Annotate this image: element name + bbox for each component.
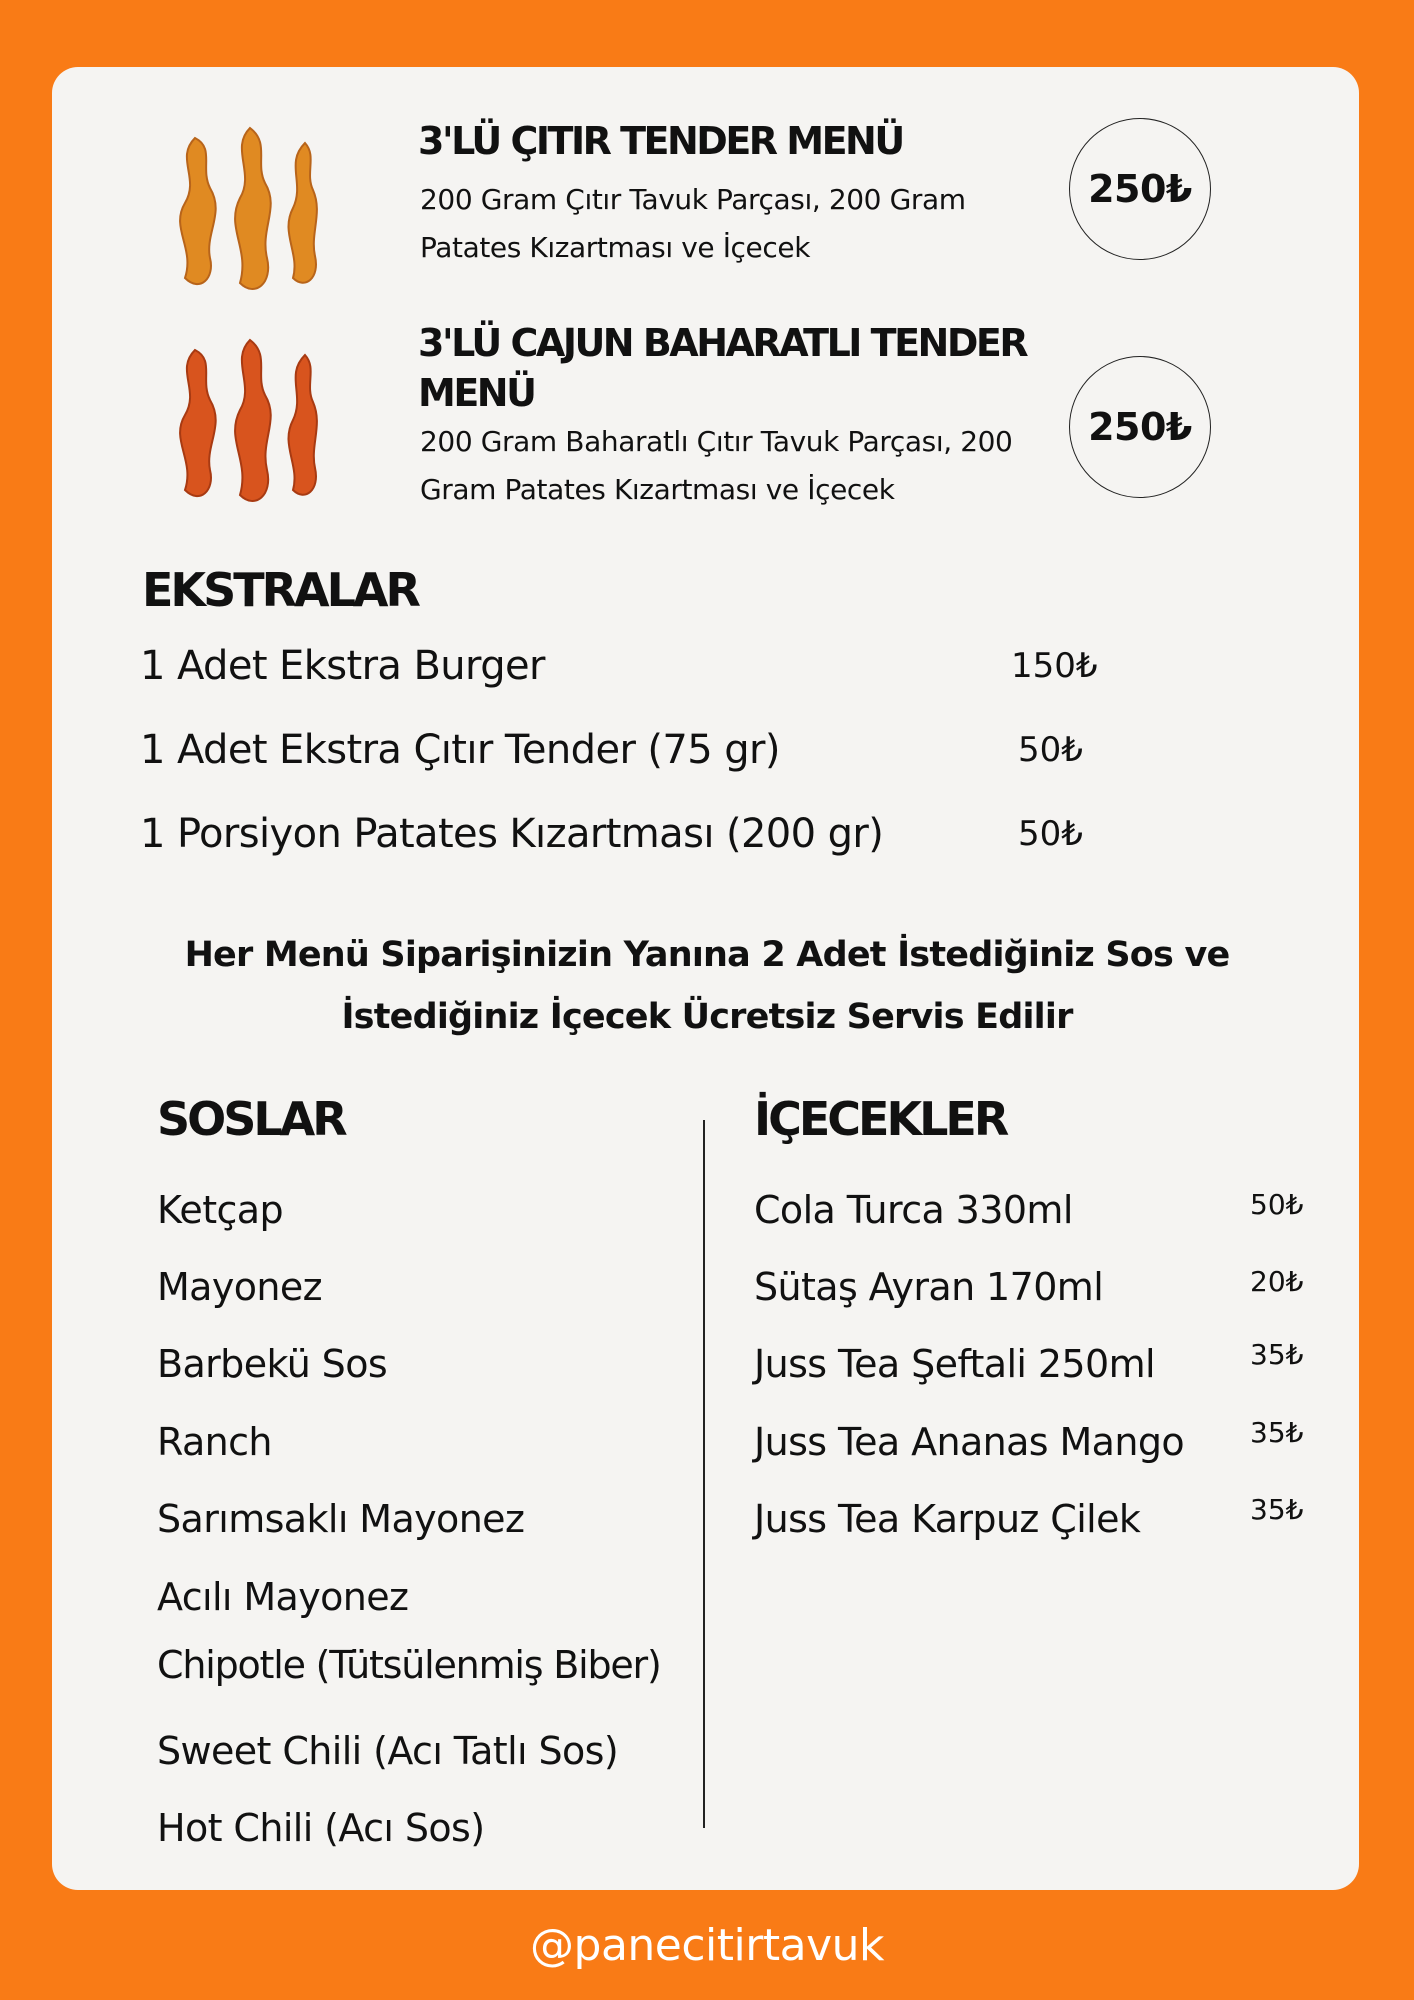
sauces-heading: SOSLAR	[157, 1092, 345, 1146]
drink-item-name: Juss Tea Şeftali 250ml	[754, 1342, 1155, 1386]
sauce-item: Acılı Mayonez	[157, 1575, 409, 1619]
sauce-item: Sarımsaklı Mayonez	[157, 1497, 525, 1541]
extra-item-price: 50₺	[1018, 814, 1083, 854]
drink-item-name: Juss Tea Ananas Mango	[754, 1420, 1185, 1464]
extra-item-price: 150₺	[1011, 646, 1098, 686]
sauce-item: Ketçap	[157, 1188, 284, 1232]
menu-2-desc-line: 200 Gram Baharatlı Çıtır Tavuk Parçası, 200	[420, 425, 1013, 458]
extra-item-name: 1 Porsiyon Patates Kızartması (200 gr)	[140, 811, 884, 857]
sauce-item: Ranch	[157, 1420, 272, 1464]
extra-item-price: 50₺	[1018, 730, 1083, 770]
drinks-heading: İÇECEKLER	[754, 1092, 1007, 1146]
menu-2-title	[418, 318, 1026, 418]
drink-item-price: 35₺	[1250, 1416, 1304, 1449]
sauce-item: Hot Chili (Acı Sos)	[157, 1806, 485, 1850]
menu-1-title: 3'LÜ ÇITIR TENDER MENÜ	[418, 119, 903, 163]
crispy-tenders-icon	[155, 118, 325, 303]
menu-2-price-badge: 250₺	[1069, 356, 1211, 498]
menu-1-desc-line: 200 Gram Çıtır Tavuk Parçası, 200 Gram	[420, 183, 966, 216]
drink-item-price: 50₺	[1250, 1188, 1304, 1221]
extras-heading: EKSTRALAR	[142, 563, 418, 617]
menu-1-description	[420, 176, 966, 272]
sauce-item: Mayonez	[157, 1265, 323, 1309]
menu-1-price-badge: 250₺	[1069, 118, 1211, 260]
menu-2-title-line: MENÜ	[418, 371, 535, 415]
notice-line: İstediğiniz İçecek Ücretsiz Servis Edilir	[341, 997, 1073, 1037]
drink-item-name: Cola Turca 330ml	[754, 1188, 1073, 1232]
extra-item-name: 1 Adet Ekstra Burger	[140, 643, 545, 689]
instagram-handle: @panecitirtavuk	[530, 1920, 884, 1971]
drink-item-name: Sütaş Ayran 170ml	[754, 1265, 1104, 1309]
sauce-item: Chipotle (Tütsülenmiş Biber)	[157, 1643, 661, 1687]
column-divider	[703, 1120, 705, 1828]
drink-item-name: Juss Tea Karpuz Çilek	[754, 1497, 1141, 1541]
menu-2-description	[420, 418, 1012, 514]
extra-item-name: 1 Adet Ekstra Çıtır Tender (75 gr)	[140, 727, 780, 773]
cajun-tenders-icon	[155, 330, 325, 515]
menu-1-desc-line: Patates Kızartması ve İçecek	[420, 231, 811, 264]
menu-2-title-line: 3'LÜ CAJUN BAHARATLI TENDER	[418, 321, 1027, 365]
free-sauce-drink-notice	[100, 924, 1314, 1048]
menu-2-desc-line: Gram Patates Kızartması ve İçecek	[420, 473, 895, 506]
drink-item-price: 35₺	[1250, 1493, 1304, 1526]
sauce-item: Sweet Chili (Acı Tatlı Sos)	[157, 1729, 619, 1773]
drink-item-price: 20₺	[1250, 1265, 1304, 1298]
sauce-item: Barbekü Sos	[157, 1342, 388, 1386]
notice-line: Her Menü Siparişinizin Yanına 2 Adet İstediğiniz Sos ve	[184, 935, 1230, 975]
drink-item-price: 35₺	[1250, 1338, 1304, 1371]
